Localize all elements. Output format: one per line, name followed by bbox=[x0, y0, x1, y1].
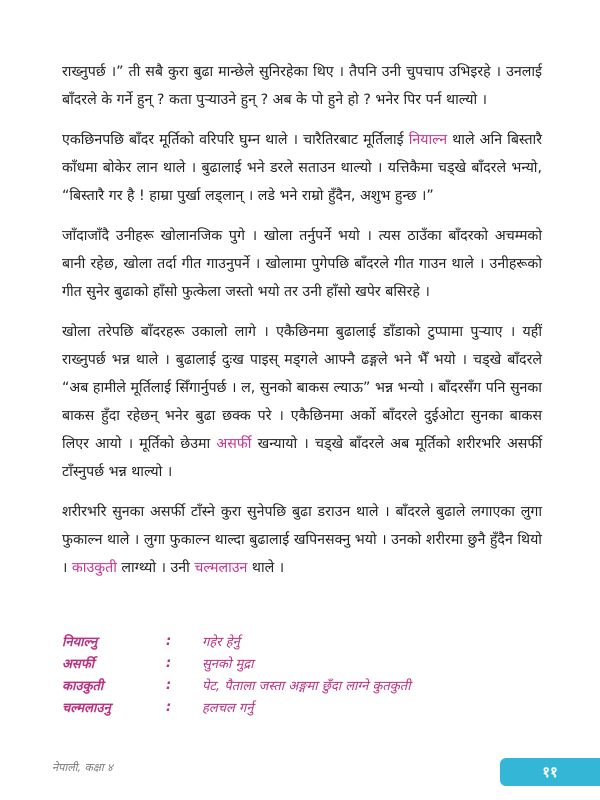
glossary-definition: हलचल गर्नु bbox=[202, 701, 254, 716]
highlighted-word: असर्फी bbox=[216, 436, 252, 452]
glossary-row bbox=[62, 652, 542, 674]
text-run: एकछिनपछि बाँदर मूर्तिको वरिपरि घुम्न थाले । चारैतिरबाट मूर्तिलाई bbox=[62, 132, 409, 148]
text-run: राख्नुपर्छ ।” ती सबै कुरा बुढा मान्छेले सुनिरहेका थिए । तैपनि उनी चुपचाप उभिइरहे । उनलाई बाँदरले के गर्ने हुन् ? कता पुऱ्याउने हुन् ? अब के पो हुने हो ? भनेर पिर पर्न थाल्यो । bbox=[62, 64, 542, 108]
glossary-colon: : bbox=[166, 699, 172, 715]
glossary bbox=[62, 630, 542, 718]
page-number: ११ bbox=[500, 758, 600, 786]
glossary-term: काउकुती bbox=[62, 679, 104, 694]
paragraph bbox=[62, 222, 542, 306]
glossary-term: नियाल्नु bbox=[62, 635, 98, 650]
paragraph bbox=[62, 318, 542, 486]
story-text bbox=[62, 58, 542, 594]
text-run: शरीरभरि सुनका असर्फी टाँस्ने कुरा सुनेपछि बुढा डराउन थाले । बाँदरले बुढाले लगाएका लुगा फुकाल्न थाले । लुगा फुकाल्न थाल्दा बुढालाई खपिनसक्नु भयो । उनको शरीरमा छुनै हुँदैन थियो । bbox=[62, 504, 542, 576]
glossary-definition: गहेर हेर्नु bbox=[202, 635, 240, 650]
glossary-row bbox=[62, 696, 542, 718]
text-run: खन्यायो । चड्खे बाँदरले अब मूर्तिको शरीरभरि असर्फी टाँस्नुपर्छ भन्न थाल्यो । bbox=[62, 436, 542, 480]
paragraph bbox=[62, 498, 542, 582]
glossary-row bbox=[62, 630, 542, 652]
glossary-term: असर्फी bbox=[62, 657, 95, 672]
glossary-colon: : bbox=[166, 677, 172, 693]
text-run: जाँदाजाँदै उनीहरू खोलानजिक पुगे । खोला तर्नुपर्ने भयो । त्यस ठाउँका बाँदरको अचम्मको बानी रहेछ, खोला तर्दा गीत गाउनुपर्ने । खोलामा पुगेपछि बाँदरले गीत गाउन थाले । उनीहरूको गीत सुनेर बुढाको हाँसो फुत्केला जस्तो भयो तर उनी हाँसो खपेर बसिरहे । bbox=[62, 228, 542, 300]
text-run: थाले । bbox=[247, 560, 285, 576]
glossary-definition: सुनको मुद्रा bbox=[202, 657, 254, 672]
highlighted-word: चल्मलाउन bbox=[194, 560, 248, 576]
highlighted-word: काउकुती bbox=[71, 560, 117, 576]
glossary-definition: पेट, पैताला जस्ता अङ्गमा छुँदा लाग्ने कुतकुती bbox=[202, 679, 411, 694]
glossary-term: चल्मलाउनु bbox=[62, 701, 111, 716]
text-run: लाग्थ्यो । उनी bbox=[116, 560, 195, 576]
paragraph bbox=[62, 58, 542, 114]
highlighted-word: नियाल्न bbox=[408, 132, 448, 148]
glossary-colon: : bbox=[166, 655, 172, 671]
glossary-colon: : bbox=[166, 633, 172, 649]
glossary-row bbox=[62, 674, 542, 696]
book-label: नेपाली, कक्षा ४ bbox=[52, 761, 113, 774]
paragraph bbox=[62, 126, 542, 210]
text-run: थाले अनि बिस्तारै काँधमा बोकेर लान थाले । बुढालाई भने डरले सताउन थाल्यो । यत्तिकैमा चड्खे बाँदरले भन्यो, “बिस्तारै गर है ! हाम्रा पुर्खा लड्लान् । लडे भने राम्रो हुँदैन, अशुभ हुन्छ ।” bbox=[62, 132, 543, 204]
text-run: खोला तरेपछि बाँदरहरू उकालो लागे । एकैछिनमा बुढालाई डाँडाको टुप्पामा पुऱ्याए । यहीं राख्नुपर्छ भन्न थाले । बुढालाई दुःख पाइस् मड्गले आफ्नै ढङ्गले भने भैँ भयो । चड्खे बाँदरले “अब हामीले मूर्तिलाई सिँगार्नुपर्छ । ल, सुनको बाकस ल्याऊ” भन्न भन्यो । बाँदरसँग पनि सुनका बाकस हुँदा रहेछन् भनेर बुढा छक्क परे । एकैछिनमा अर्को बाँदरले दुईओटा सुनका बाकस लिएर आयो । मूर्तिको छेउमा bbox=[62, 324, 542, 452]
